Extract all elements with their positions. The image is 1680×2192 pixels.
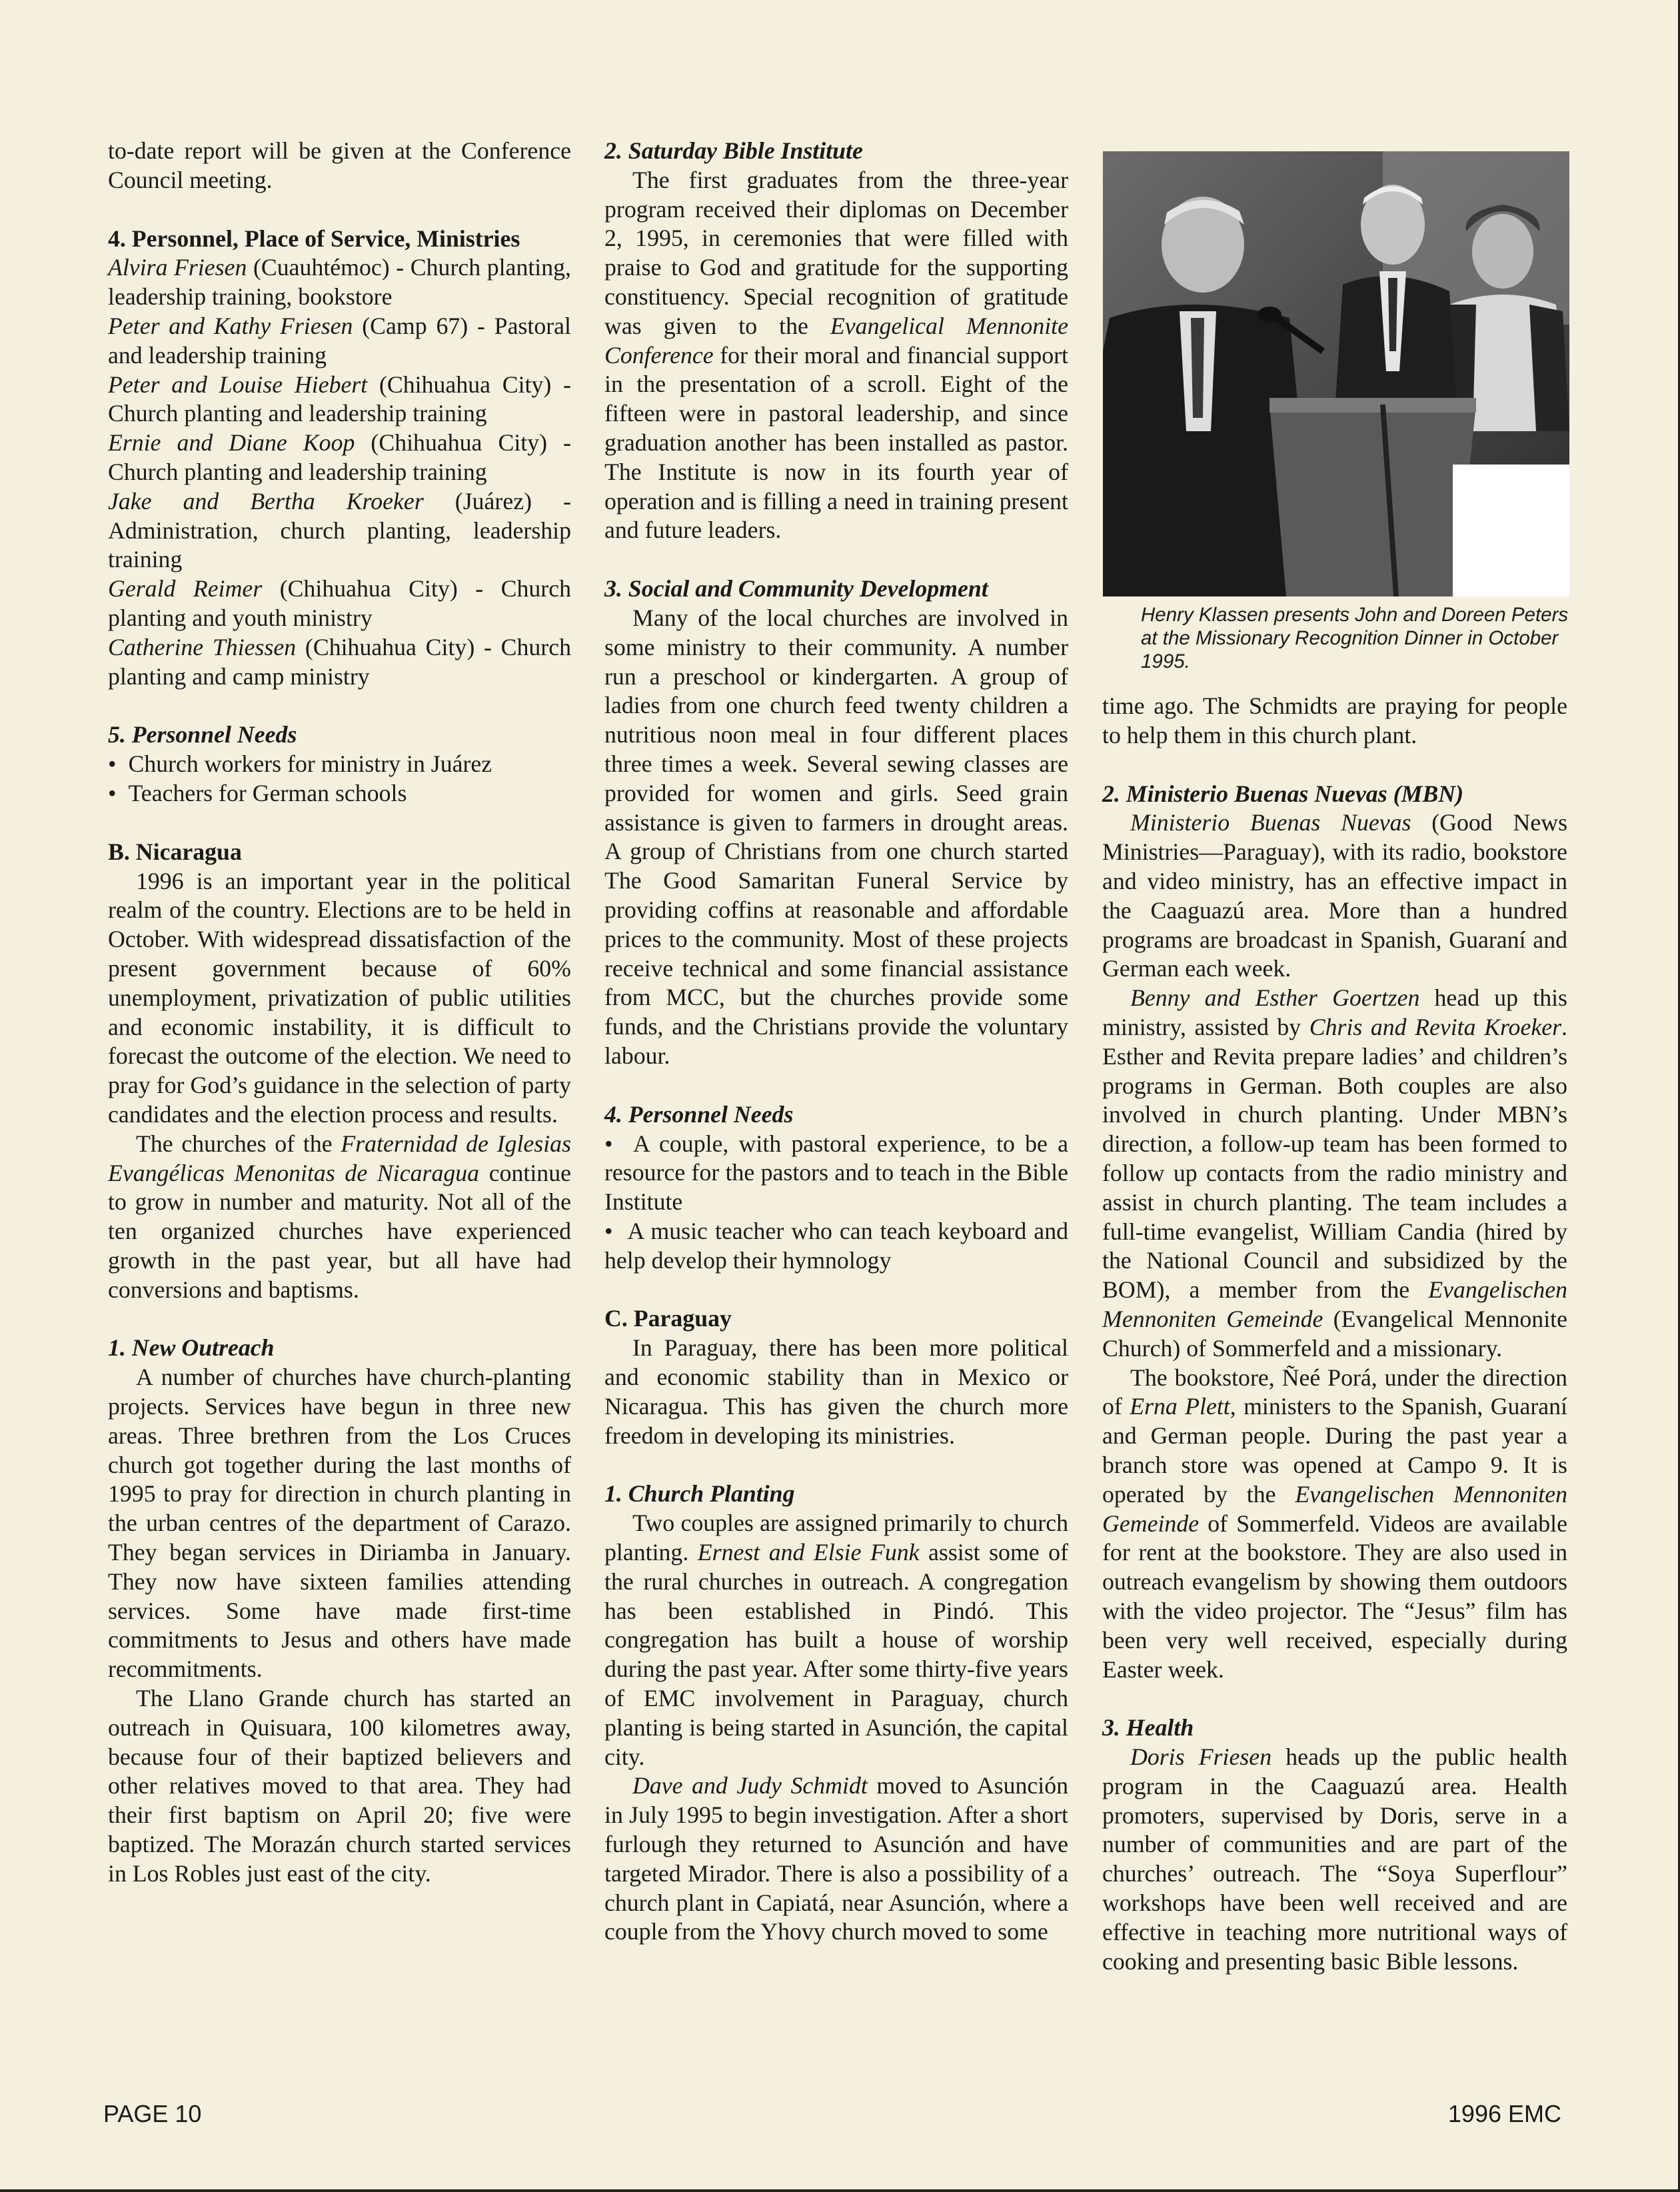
italic-name: Catherine Thiessen xyxy=(108,633,297,660)
text-run: continue to grow in number and maturity. Not all of the ten organized churches have experienced growth in the past year, but all have had conversions and baptisms. xyxy=(108,1159,571,1303)
publication-label: 1996 EMC xyxy=(1447,2100,1561,2127)
italic-name: Erna Plett xyxy=(1130,1393,1230,1420)
paragraph: In Paraguay, there has been more political and economic stability than in Mexico or Nicaragua. This has given the church more freedom in developing its ministries. xyxy=(604,1334,1068,1449)
bullet-item: • Teachers for German schools xyxy=(108,779,571,808)
section-heading: 4. Personnel, Place of Service, Ministries xyxy=(108,225,520,252)
italic-name: Evangelical Mennonite Conference xyxy=(604,312,1068,369)
text-run: (Chihuahua City) - Church planting and youth ministry xyxy=(108,575,571,631)
italic-name: Peter and Louise Hiebert xyxy=(108,371,368,398)
text-run: (Chihuahua City) - Church planting and camp ministry xyxy=(108,633,571,690)
paragraph: The Llano Grande church has started an outreach in Quisuara, 100 kilometres away, because four of their baptized believers and other relatives moved to that area. They had their first baptism on April 20; five were baptized. The Morazán church started services in Los Robles just east of the city. xyxy=(108,1685,571,1887)
column-3 xyxy=(1102,692,1567,1976)
text-run: (Chihuahua City) - Church planting and leadership training xyxy=(108,429,571,485)
bullet-item: • Church workers for ministry in Juárez xyxy=(108,750,571,779)
italic-name: Chris and Revita Kroeker xyxy=(1309,1013,1562,1040)
text-run: , ministers to the Spanish, Guaraní and German people. During the past year a branch store was opened at Campo 9. It is operated by the xyxy=(1102,1393,1567,1508)
italic-name: Ministerio Buenas Nuevas xyxy=(1130,809,1411,836)
paragraph xyxy=(604,1771,1068,1947)
text-run: for their moral and financial support in the presentation of a scroll. Eight of the fifteen were in pastoral leadership, and since graduation another has been installed as pastor. The Institute is now in its fourth year of operation and is filling a need in training present and future leaders. xyxy=(604,341,1068,544)
personnel-entry xyxy=(108,253,571,312)
bullet-item: • A music teacher who can teach keyboard and help develop their hymnology xyxy=(604,1217,1068,1276)
paragraph: A number of churches have church-planting projects. Services have begun in three new areas. Three brethren from the Los Cruces church got together during the last months of 1995 to pray for direction in church planting in the urban centres of the department of Carazo. They began services in Diriamba in January. They now have sixteen families attending services. Some have made first-time commitments to Jesus and others have made recommitments. xyxy=(108,1364,571,1683)
italic-name: Gerald Reimer xyxy=(108,575,263,602)
italic-name: Alvira Friesen xyxy=(108,254,247,281)
paragraph xyxy=(108,1130,571,1305)
personnel-entry xyxy=(108,429,571,487)
italic-name: Ernie and Diane Koop xyxy=(108,429,355,457)
paragraph-continued: to-date report will be given at the Conference Council meeting. xyxy=(108,137,571,193)
paragraph xyxy=(604,166,1068,545)
text-run: (Juárez) - Administration, church planting, leadership training xyxy=(108,487,572,573)
text-run: assist some of the rural churches in outreach. A congregation has been established in Pindó. This congregation has built a house of worship during the past year. After some thirty-five years of EMC involvement in Paraguay, church planting is being started in Asunción, the capital city. xyxy=(604,1539,1068,1770)
text-run: (Chihuahua City) - Church planting and leadership training xyxy=(108,371,571,427)
text-run: Two couples are assigned primarily to church planting. xyxy=(604,1510,1068,1566)
text-run: (Good News Ministries—Paraguay), with its radio, bookstore and video ministry, has an effective impact in the Caaguazú area. More than a hundred programs are broadcast in Spanish, Guaraní and German each week. xyxy=(1102,809,1568,982)
text-run: . Esther and Revita prepare ladies’ and children’s programs in German. Both couples are also involved in church planting. Under MBN’s direction, a follow-up team has been formed to follow up contacts from the radio ministry and assist in church planting. The team includes a full-time evangelist, William Candia (hired by the National Council and subsidized by the BOM), a member from the xyxy=(1102,1013,1567,1304)
photo-image xyxy=(1103,151,1569,596)
personnel-entry xyxy=(108,487,571,574)
subsection-heading: 2. Saturday Bible Institute xyxy=(604,137,863,164)
italic-name: Dave and Judy Schmidt xyxy=(632,1772,868,1799)
text-run: The churches of the xyxy=(136,1130,341,1157)
italic-name: Evangelischen Mennoniten Gemeinde xyxy=(1102,1480,1567,1537)
column-2 xyxy=(604,137,1068,1947)
subsection-heading: 2. Ministerio Buenas Nuevas (MBN) xyxy=(1102,780,1463,807)
italic-name: Evangelischen Mennoniten Gemeinde xyxy=(1102,1276,1567,1332)
italic-name: Benny and Esther Goertzen xyxy=(1130,984,1420,1012)
page-number: PAGE 10 xyxy=(103,2100,202,2127)
section-heading: B. Nicaragua xyxy=(108,838,242,865)
paragraph xyxy=(604,1509,1068,1771)
italic-name: Peter and Kathy Friesen xyxy=(108,312,353,339)
italic-name: Fraternidad de Iglesias Evangélicas Menonitas de Nicaragua xyxy=(108,1130,571,1186)
text-run: (Evangelical Mennonite Church) of Sommerfeld and a missionary. xyxy=(1102,1305,1567,1362)
column-1 xyxy=(108,137,571,1889)
paragraph xyxy=(1102,808,1567,984)
subsection-heading: 1. New Outreach xyxy=(108,1334,275,1362)
paragraph xyxy=(1102,1743,1567,1976)
photo xyxy=(1103,151,1569,596)
paragraph-continued: time ago. The Schmidts are praying for people to help them in this church plant. xyxy=(1102,692,1567,748)
italic-name: Jake and Bertha Kroeker xyxy=(108,487,424,515)
personnel-entry xyxy=(108,371,571,429)
text-run: The first graduates from the three-year program received their diplomas on December 2, 1995, in ceremonies that were filled with praise to God and gratitude for the supporting constituency. Special recognition of gratitude was given to the xyxy=(604,166,1068,339)
bullet-item: • A couple, with pastoral experience, to be a resource for the pastors and to teach in the Bible Institute xyxy=(604,1130,1068,1217)
text-run: head up this ministry, assisted by xyxy=(1102,984,1567,1040)
personnel-entry xyxy=(108,633,571,692)
subsection-heading: 4. Personnel Needs xyxy=(604,1100,794,1128)
paragraph: Many of the local churches are involved in some ministry to their community. A number run a preschool or kindergarten. A group of ladies from one church feed twenty children a nutritious noon meal in four different places three times a week. Several sewing classes are provided for women and girls. Seed grain assistance is given to farmers in drought areas. A group of Christians from one church started The Good Samaritan Funeral Service by providing coffins at reasonable and affordable prices to the community. Most of these projects receive technical and some financial assistance from MCC, but the churches provide some funds, and the Christians provide the voluntary labour. xyxy=(604,604,1068,1069)
text-run: (Cuauhtémoc) - Church planting, leadership training, bookstore xyxy=(108,254,571,311)
text-run: (Camp 67) - Pastoral and leadership training xyxy=(108,312,571,369)
italic-name: Ernest and Elsie Funk xyxy=(697,1539,920,1566)
personnel-entry xyxy=(108,312,571,371)
subsection-heading: 3. Health xyxy=(1102,1714,1194,1741)
paragraph xyxy=(1102,984,1567,1363)
section-heading: C. Paraguay xyxy=(604,1305,732,1332)
text-run: moved to Asunción in July 1995 to begin investigation. After a short furlough they returned to Asunción and have targeted Mirador. There is also a possibility of a church plant in Capiatá, near Asunción, where a couple from the Yhovy church moved to some xyxy=(604,1772,1068,1945)
paragraph: 1996 is an important year in the political realm of the country. Elections are to be held in October. With widespread dissatisfaction of the present government because of 60% unemployment, privatization of public utilities and economic instability, it is difficult to forecast the outcome of the election. We need to pray for God’s guidance in the selection of party candidates and the election process and results. xyxy=(108,867,571,1128)
text-run: of Sommerfeld. Videos are available for rent at the bookstore. They are also used in outreach evangelism by showing them outdoors with the video projector. The “Jesus” film has been very well received, especially during Easter week. xyxy=(1102,1510,1567,1683)
photo-caption: Henry Klassen presents John and Doreen Peters at the Missionary Recognition Dinner in October 1995. xyxy=(1141,604,1569,672)
personnel-entry xyxy=(108,574,571,633)
italic-name: Doris Friesen xyxy=(1130,1743,1272,1771)
paragraph xyxy=(1102,1364,1567,1685)
text-run: heads up the public health program in the Caaguazú area. Health promoters, supervised by Doris, serve in a number of communities and are part of the churches’ outreach. The “Soya Superflour” workshops have been well received and are effective in teaching more nutritional ways of cooking and presenting basic Bible lessons. xyxy=(1102,1743,1567,1975)
text-run: The bookstore, Ñeé Porá, under the direction of xyxy=(1102,1364,1567,1420)
subsection-heading: 3. Social and Community Development xyxy=(604,575,988,602)
subsection-heading: 5. Personnel Needs xyxy=(108,721,297,748)
subsection-heading: 1. Church Planting xyxy=(604,1480,795,1508)
